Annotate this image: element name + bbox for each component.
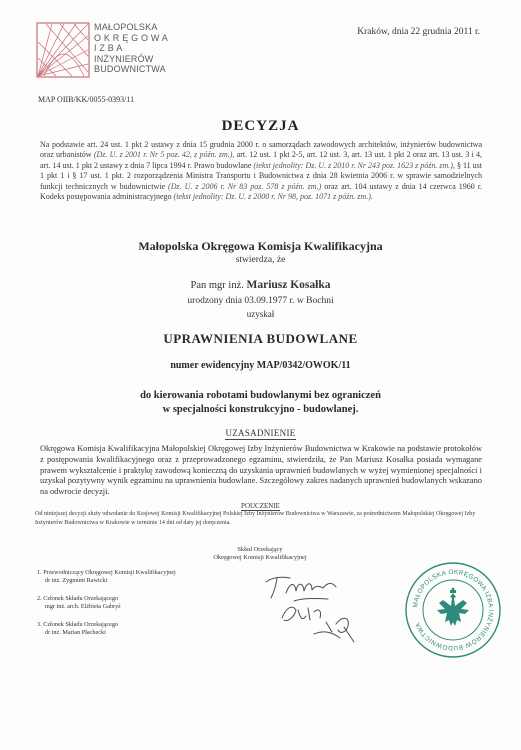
board-member: [37, 595, 121, 611]
scope-line: do kierowania robotami budowlanymi bez ograniczeń: [140, 390, 381, 401]
justification-heading: [0, 428, 521, 438]
board-member: [37, 569, 176, 585]
chamber-name: [94, 22, 168, 75]
chamber-name-line: O K R Ę G O W A: [94, 32, 169, 43]
legal-text: art. 12 ust. 1 pkt 2-5, art. 12 ust. 3, art. 13 ust. 1 pkt 2 oraz art. 13 ust. 3 i 4, art. 14 ust. 1 pkt 2 ustawy z dnia 7 lipca 1994 r. Prawo budowlane: [40, 150, 483, 170]
person-title: Pan mgr inż.: [190, 280, 244, 291]
member-role: 1. Przewodniczący Okręgowej Komisji Kwalifikacyjnej: [37, 569, 176, 576]
justification-text: Okręgowa Komisja Kwalifikacyjna Małopolskiej Okręgowej Izby Inżynierów Budownictwa w Krakowie na podstawie protokołów z postępowania kwalifikacyjnego oraz z przeprowadzonego egzaminu, stwierdziła, że Pan Mariusz Kosałka posiada wymagane prawem wykształcenie i praktykę zawodową konieczną do uzyskania uprawnień budowlanych w wyżej wymienionej specjalności i uzyskał pozytywny wynik egzaminu na uprawnienia budowlane. Szczegółowy zakres nadanych uprawnień budowlanych wskazano na odwrocie decyzji.: [40, 444, 482, 497]
reference-number: MAP OIIB/KK/0055-0393/11: [38, 95, 135, 104]
scope-line: w specjalności konstrukcyjno - budowlanej.: [162, 403, 359, 415]
member-name: mgr inż. arch. Elżbieta Gabryś: [45, 603, 121, 610]
chamber-name-line: BUDOWNICTWA: [94, 64, 166, 75]
chamber-name-line: MAŁOPOLSKA: [94, 22, 158, 32]
qualification-title: UPRAWNIENIA BUDOWLANE: [163, 331, 358, 346]
legal-basis: [40, 140, 482, 202]
instruction-text: Od niniejszej decyzji służy odwołanie do Krajowej Komisji Kwalifikacyjnej Polskiej Izby Inżynierów Budownictwa w Warszawie, za pośrednictwem Małopolskiej Okręgowej Izby Inżynierów Budownictwa w Krakowie w terminie 14 dni od daty jej doręczenia.: [35, 511, 476, 526]
member-role: 3. Członek Składu Orzekającego: [37, 621, 119, 628]
instruction-heading: [0, 502, 521, 510]
chamber-name-line: INŻYNIERÓW: [94, 53, 154, 64]
legal-text: Na podstawie art. 24 ust. 1 pkt 2 ustawy z dnia 15 grudnia 2000 r. o samorządach zawodowych architektów, inżynierów budownictwa oraz urbanistów: [40, 140, 482, 160]
statement-verb: stwierdza, że: [235, 255, 286, 265]
board-member: [37, 621, 118, 637]
chamber-name-line: I Z B A: [94, 43, 123, 54]
seal-text: MAŁOPOLSKA OKRĘGOWA IZBA INŻYNIERÓW BUDOWNICTWA: [412, 568, 495, 652]
legal-citation: (Dz. U. z 2001 r. Nr 5 poz. 42, z późn. zm.),: [93, 150, 235, 160]
legal-citation: (tekst jednolity: Dz. U. z 2010 r. Nr 243 poz. 1623 z późn. zm.),: [253, 160, 455, 170]
member-role: 2. Członek Składu Orzekającego: [37, 595, 119, 602]
obtained-verb: uzyskał: [246, 309, 275, 319]
board-heading-line: Skład Orzekający: [237, 546, 283, 553]
legal-citation: (tekst jednolity: Dz. U. z 2000 r. Nr 98, poz. 1071 z późn. zm.).: [173, 192, 373, 202]
commission-name: Małopolska Okręgowa Komisja Kwalifikacyjna: [138, 239, 383, 253]
legal-citation: (Dz. U. z 2006 r. Nr 83 poz. 578 z późn. zm.): [168, 181, 322, 191]
justification-heading-text: UZASADNIENIE: [225, 428, 296, 438]
registration-number: numer ewidencyjny MAP/0342/OWOK/11: [170, 360, 351, 371]
legal-text: oraz art. 104 ustawy z dnia 14 czerwca 1960 r. Kodeks postępowania administracyjnego: [40, 181, 483, 202]
person-line: [0, 279, 521, 291]
place-date: Kraków, dnia 22 grudnia 2011 r.: [357, 27, 480, 37]
official-seal-icon: [403, 560, 503, 660]
legal-text: § 11 ust 1 pkt 1 i § 17 ust. 1 pkt. 2 rozporządzenia Ministra Transportu i Budownictwa z dnia 28 kwietnia 2006 r. w sprawie samodzielnych funkcji technicznych w budownictwie: [40, 160, 483, 191]
member-name: dr inż. Zygmunt Rawicki: [45, 577, 108, 584]
member-name: dr inż. Marian Płachecki: [45, 629, 106, 636]
handwritten-signatures: [240, 560, 390, 660]
qualification-scope: [0, 389, 521, 416]
board-heading-line: Okręgowej Komisji Kwalifikacyjnej: [213, 554, 307, 562]
instruction-heading-text: POUCZENIE: [241, 502, 280, 510]
person-name: Mariusz Kosałka: [246, 279, 331, 291]
document-title: DECYZJA: [221, 118, 300, 134]
birth-info: urodzony dnia 03.09.1977 r. w Bochni: [187, 296, 334, 306]
chamber-logo-icon: [36, 22, 90, 78]
